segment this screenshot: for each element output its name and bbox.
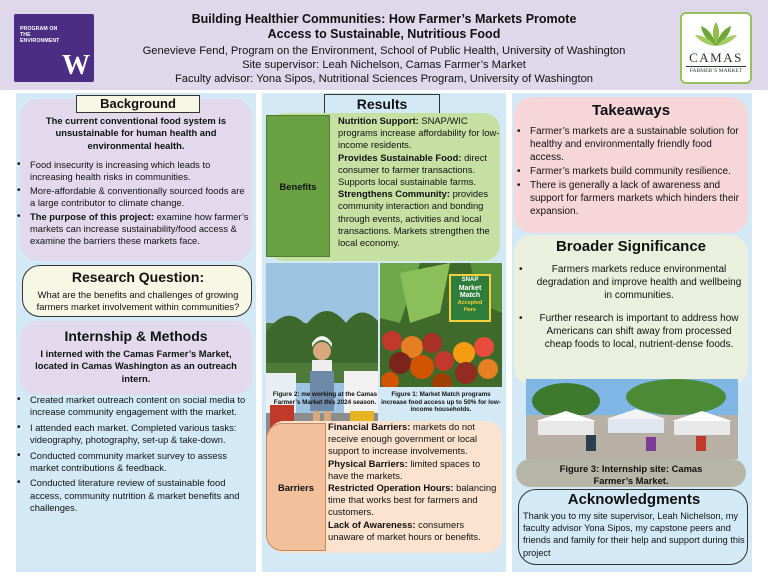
list-item: • Conducted community market survey to assess market contributions & feedback. xyxy=(16,450,254,475)
leaf-icon xyxy=(682,20,750,48)
title-line-2: Access to Sustainable, Nutritious Food xyxy=(267,27,501,41)
list-item: • Further research is important to address how Americans can shift away from processed cheap foods to local, nutrient-dense foods. xyxy=(518,312,746,351)
list-item: • Farmer’s markets build community resilience. xyxy=(516,165,744,178)
title-line-1: Building Healthier Communities: How Farmer’s Markets Promote xyxy=(191,12,577,26)
acknowledgments-title: Acknowledgments xyxy=(567,491,701,508)
barrier-label: Restricted Operation Hours: xyxy=(328,482,454,494)
market-match-sign xyxy=(450,277,490,315)
takeaways-title: Takeaways xyxy=(591,102,671,119)
barriers-label: Barriers xyxy=(266,423,326,551)
purpose-text: examine how farmer’s markets can increase sustainability/food access & examine the barriers these markets face. xyxy=(30,210,249,247)
purpose-label: The purpose of this project: xyxy=(30,210,154,222)
list-item: • There is generally a lack of awareness and support for farmers markets which hinders their expansion. xyxy=(516,179,744,218)
author-line-2: Site supervisor: Leah Nichelson, Camas Farmer’s Market xyxy=(242,59,526,71)
broader-significance-section xyxy=(514,235,748,385)
author-line-3: Faculty advisor: Yona Sipos, Nutritional Sciences Program, University of Washington xyxy=(174,73,594,85)
poster-header xyxy=(0,0,768,90)
internship-bullets xyxy=(16,394,254,516)
figure-1-caption: Figure 1: Market Match programs increase food access up to 50% for low-income households. xyxy=(381,391,501,414)
list-item: • Farmer’s markets are a sustainable solution for healthy and environmentally friendly food access. xyxy=(516,125,744,164)
camas-logo-name: CAMAS xyxy=(689,50,743,65)
program-logo-text: PROGRAM ON THE ENVIRONMENT xyxy=(20,26,60,44)
program-on-the-environment-logo xyxy=(14,14,94,82)
barrier-text: markets do not receive enough government or local support to increase involvements. xyxy=(328,421,478,457)
benefit-text: provides community interaction and bonding through events, activities and local transactions. Markets strengthen the local economy. xyxy=(338,188,490,249)
list-item: • Conducted literature review of sustainable food access, community nutrition & market benefits and challenges. xyxy=(16,477,254,514)
sign-line-3: Match xyxy=(459,292,481,299)
barrier-text: limited spaces to have the markets. xyxy=(328,457,481,481)
background-intro: The current conventional food system is unsustainable for human health and environmental health. xyxy=(45,115,227,151)
benefit-label: Strengthens Community: xyxy=(338,188,450,200)
internship-methods-title: Internship & Methods xyxy=(64,328,208,344)
list-item: • Food insecurity is increasing which leads to increasing health risks in communities. xyxy=(16,159,252,184)
barrier-text: consumers unaware of market hours or benefits. xyxy=(328,518,481,542)
middle-column xyxy=(262,93,506,572)
barrier-text: balancing time that works best for farmers and customers. xyxy=(328,482,497,518)
sign-line-5: Here xyxy=(463,307,477,313)
research-question-section xyxy=(22,265,252,317)
sign-line-2: Market xyxy=(458,284,482,292)
benefit-label: Nutrition Support: xyxy=(338,115,419,126)
internship-intro: I interned with the Camas Farmer’s Market, located in Camas Washington as an outreach intern. xyxy=(35,348,237,384)
benefit-text: SNAP/WIC programs increase affordability for low-income residents. xyxy=(338,115,500,151)
benefit-label: Provides Sustainable Food: xyxy=(338,151,462,163)
benefits-text xyxy=(338,115,500,249)
author-block xyxy=(110,44,658,86)
author-line-1: Genevieve Fend, Program on the Environment, School of Public Health, University of Washington xyxy=(142,45,626,57)
barrier-label: Lack of Awareness: xyxy=(328,518,416,530)
background-section xyxy=(20,96,252,261)
benefit-text: direct consumer to farmer transactions. Supports local sustainable farms. xyxy=(338,151,487,188)
figure-3-photo xyxy=(526,379,738,459)
right-column xyxy=(512,93,752,572)
acknowledgments-text: Thank you to my site supervisor, Leah Nichelson, my faculty advisor Yona Sipos, my capstone peers and friends and family for their help and support during this project xyxy=(523,511,745,558)
takeaways-section xyxy=(514,97,748,233)
sign-line-1: SNAP xyxy=(461,277,479,283)
list-item xyxy=(16,211,252,248)
uw-w-letter: W xyxy=(62,50,90,81)
figure-3-caption: Figure 3: Internship site: Camas Farmer’s Market. xyxy=(559,463,703,486)
barrier-label: Physical Barriers: xyxy=(328,457,408,469)
list-item: • I attended each market. Completed various tasks: videography, photography, set-up & take-down. xyxy=(16,422,254,447)
background-title: Background xyxy=(76,95,200,113)
acknowledgments-section xyxy=(518,489,748,565)
camas-market-image xyxy=(526,379,738,459)
camas-farmers-market-logo xyxy=(680,12,752,84)
background-bullets xyxy=(16,159,252,249)
barriers-text xyxy=(328,421,502,543)
broader-bullets xyxy=(518,263,746,352)
list-item: • Farmers markets reduce environmental degradation and improve health and wellbeing in communities. xyxy=(518,263,746,302)
takeaways-bullets xyxy=(516,125,744,219)
research-question-title: Research Question: xyxy=(71,269,205,285)
broader-significance-title: Broader Significance xyxy=(555,238,707,255)
poster-title xyxy=(110,12,658,42)
list-item: • Created market outreach content on social media to increase community engagement with the market. xyxy=(16,394,254,419)
camas-logo-subtitle: FARMER’S MARKET xyxy=(686,66,746,74)
left-column xyxy=(16,93,256,572)
results-title: Results xyxy=(324,94,440,114)
benefits-label: Benefits xyxy=(266,115,330,257)
barrier-label: Financial Barriers: xyxy=(328,421,411,432)
list-item: • More-affordable & conventionally sourced foods are a large contributor to climate change. xyxy=(16,185,252,210)
figure-1-photo xyxy=(380,263,502,387)
research-question-text: What are the benefits and challenges of growing farmers market involvement within communities? xyxy=(36,289,240,313)
sign-line-4: Accepted xyxy=(457,299,483,306)
internship-methods-section xyxy=(20,321,252,395)
figure-2-caption: Figure 2: me working at the Camas Farmer’s Market this 2024 season. xyxy=(272,391,378,406)
